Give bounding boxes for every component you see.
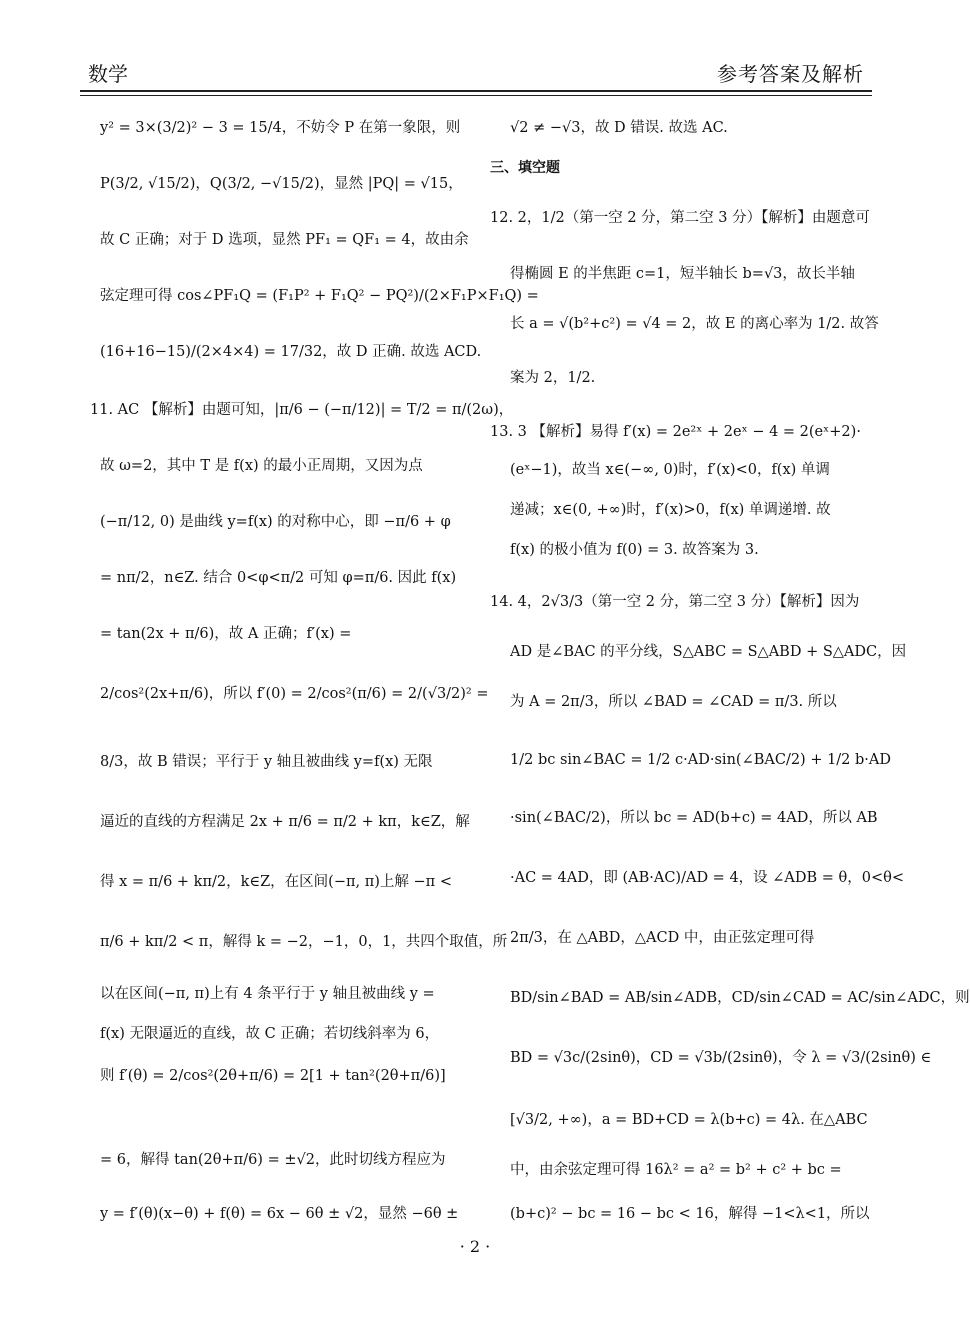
question-14-header: 14. 4，2√3/3（第一空 2 分，第二空 3 分）【解析】因为	[490, 594, 860, 610]
text-line: y = f′(θ)(x−θ) + f(θ) = 6x − 6θ ± √2，显然 −6θ ±	[100, 1206, 459, 1222]
text-line: 弦定理可得 cos∠PF₁Q = (F₁P² + F₁Q² − PQ²)/(2×F₁P×F₁Q) =	[100, 288, 539, 304]
text-line: (16+16−15)/(2×4×4) = 17/32，故 D 正确. 故选 ACD.	[100, 344, 482, 360]
header-title: 参考答案及解析	[717, 62, 864, 86]
text-line: BD/sin∠BAD = AB/sin∠ADB，CD/sin∠CAD = AC/sin∠ADC，则	[510, 990, 970, 1006]
text-line: 为 A = 2π/3，所以 ∠BAD = ∠CAD = π/3. 所以	[510, 694, 837, 710]
text-line: 案为 2，1/2.	[510, 370, 596, 386]
question-11-header: 11. AC 【解析】由题可知，|π/6 − (−π/12)| = T/2 = π/(2ω)，	[90, 402, 514, 418]
question-12-header: 12. 2，1/2（第一空 2 分，第二空 3 分）【解析】由题意可	[490, 210, 870, 226]
text-line: = 6，解得 tan(2θ+π/6) = ±√2，此时切线方程应为	[100, 1152, 446, 1168]
text-line: P(3/2, √15/2)，Q(3/2, −√15/2)，显然 |PQ| = √15，	[100, 176, 463, 192]
text-line: 递减；x∈(0, +∞)时，f′(x)>0，f(x) 单调递增. 故	[510, 502, 831, 518]
text-line: 2/cos²(2x+π/6)，所以 f′(0) = 2/cos²(π/6) = 2/(√3/2)² =	[100, 686, 489, 702]
text-line: 中，由余弦定理可得 16λ² = a² = b² + c² + bc =	[510, 1162, 842, 1178]
question-13-header: 13. 3 【解析】易得 f′(x) = 2e²ˣ + 2eˣ − 4 = 2(eˣ+2)·	[490, 424, 861, 440]
text-line: 得椭圆 E 的半焦距 c=1，短半轴长 b=√3，故长半轴	[510, 266, 855, 282]
text-line: 以在区间(−π, π)上有 4 条平行于 y 轴且被曲线 y =	[100, 986, 435, 1002]
page-header	[80, 58, 872, 88]
text-line: y² = 3×(3/2)² − 3 = 15/4，不妨令 P 在第一象限，则	[100, 120, 461, 136]
text-line: 得 x = π/6 + kπ/2，k∈Z，在区间(−π, π)上解 −π <	[100, 874, 452, 890]
text-line: (−π/12, 0) 是曲线 y=f(x) 的对称中心，即 −π/6 + φ	[100, 514, 451, 530]
text-line: ·sin(∠BAC/2)，所以 bc = AD(b+c) = 4AD，所以 AB	[510, 810, 878, 826]
text-line: 长 a = √(b²+c²) = √4 = 2，故 E 的离心率为 1/2. 故答	[510, 316, 879, 332]
header-rule-thick	[80, 90, 872, 92]
text-line: 故 C 正确；对于 D 选项，显然 PF₁ = QF₁ = 4，故由余	[100, 232, 469, 248]
text-line: AD 是∠BAC 的平分线，S△ABC = S△ABD + S△ADC，因	[510, 644, 907, 660]
text-line: √2 ≠ −√3，故 D 错误. 故选 AC.	[510, 120, 728, 136]
text-line: (eˣ−1)，故当 x∈(−∞, 0)时，f′(x)<0，f(x) 单调	[510, 462, 830, 478]
text-line: = nπ/2，n∈Z. 结合 0<φ<π/2 可知 φ=π/6. 因此 f(x)	[100, 570, 457, 586]
text-line: 故 ω=2，其中 T 是 f(x) 的最小正周期，又因为点	[100, 458, 423, 474]
text-line: = tan(2x + π/6)，故 A 正确；f′(x) =	[100, 626, 352, 642]
text-line: 逼近的直线的方程满足 2x + π/6 = π/2 + kπ，k∈Z，解	[100, 814, 470, 830]
text-line: ·AC = 4AD，即 (AB·AC)/AD = 4，设 ∠ADB = θ，0<θ<	[510, 870, 905, 886]
section-heading-fill-in: 三、填空题	[490, 160, 560, 176]
text-line: 2π/3，在 △ABD，△ACD 中，由正弦定理可得	[510, 930, 815, 946]
text-line: BD = √3c/(2sinθ)，CD = √3b/(2sinθ)，令 λ = √3/(2sinθ) ∈	[510, 1050, 932, 1066]
subject-label: 数学	[88, 62, 128, 86]
text-line: π/6 + kπ/2 < π，解得 k = −2，−1，0，1，共四个取值，所	[100, 934, 508, 950]
text-line: f(x) 的极小值为 f(0) = 3. 故答案为 3.	[510, 542, 759, 558]
text-line: 1/2 bc sin∠BAC = 1/2 c·AD·sin(∠BAC/2) + 1/2 b·AD	[510, 752, 892, 768]
text-line: 8/3，故 B 错误；平行于 y 轴且被曲线 y=f(x) 无限	[100, 754, 433, 770]
text-line: [√3/2, +∞)，a = BD+CD = λ(b+c) = 4λ. 在△ABC	[510, 1112, 868, 1128]
header-rule-thin	[80, 95, 872, 96]
text-line: 则 f′(θ) = 2/cos²(2θ+π/6) = 2[1 + tan²(2θ+π/6)]	[100, 1068, 446, 1084]
text-line: f(x) 无限逼近的直线，故 C 正确；若切线斜率为 6，	[100, 1026, 440, 1042]
page-number: · 2 ·	[459, 1237, 491, 1256]
text-line: (b+c)² − bc = 16 − bc < 16，解得 −1<λ<1，所以	[510, 1206, 870, 1222]
